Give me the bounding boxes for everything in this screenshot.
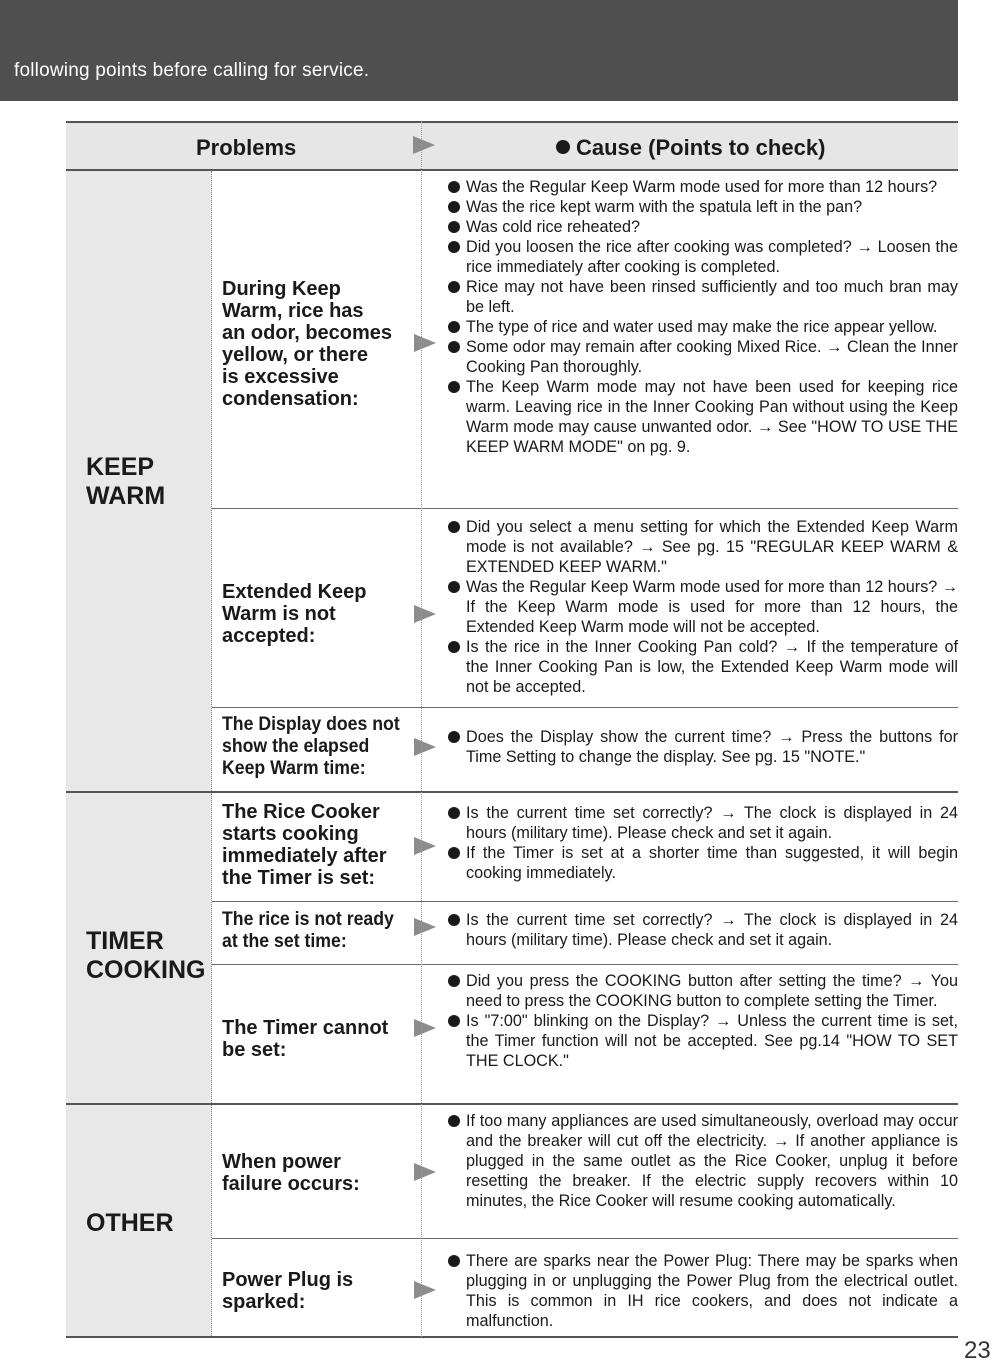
table-row — [212, 902, 958, 964]
list-item: Some odor may remain after cooking Mixed Rice. → Clean the Inner Cooking Pan thoroughly. — [448, 337, 958, 377]
arrow-icon — [414, 605, 436, 623]
problem-text: During Keep Warm, rice has an odor, becomes yellow, or there is excessive condensation: — [222, 278, 393, 410]
section-other — [66, 1105, 958, 1336]
list-item: Was the Regular Keep Warm mode used for more than 12 hours? — [448, 177, 958, 197]
arrow-icon — [414, 1281, 436, 1299]
table-row — [212, 1105, 958, 1238]
cause-list — [448, 727, 958, 767]
list-item: The type of rice and water used may make the rice appear yellow. — [448, 317, 958, 337]
cause-list — [448, 803, 958, 883]
table-row — [212, 509, 958, 707]
arrow-icon — [414, 918, 436, 936]
table-row — [212, 965, 958, 1103]
cause-list — [448, 971, 958, 1071]
cause-list — [448, 177, 958, 457]
section-keep-warm — [66, 171, 958, 791]
problem-text: Power Plug is sparked: — [222, 1269, 354, 1313]
cause-list — [448, 517, 958, 697]
list-item: Does the Display show the current time? → Press the buttons for Time Setting to change the display. See pg. 15 "NOTE." — [448, 727, 958, 767]
list-item: Is the rice in the Inner Cooking Pan cold? → If the temperature of the Inner Cooking Pan is low, the Extended Keep Warm mode will not be accepted. — [448, 637, 958, 697]
problem-text: When power failure occurs: — [222, 1151, 360, 1195]
table-row — [212, 708, 958, 791]
table-row — [212, 171, 958, 508]
list-item: The Keep Warm mode may not have been used for keeping rice warm. Leaving rice in the Inner Cooking Pan without using the Keep Warm mode may cause unwanted odor. → See "HOW TO USE THE KEEP WARM MODE" on pg. 9. — [448, 377, 958, 457]
column-divider — [421, 121, 422, 1337]
list-item: Was the rice kept warm with the spatula left in the pan? — [448, 197, 958, 217]
table-header — [66, 121, 958, 171]
header-cause — [556, 135, 825, 161]
bullet-icon — [556, 140, 570, 154]
problem-text: Extended Keep Warm is not accepted: — [222, 581, 367, 647]
banner-text: following points before calling for service. — [14, 60, 370, 81]
list-item: If too many appliances are used simultaneously, overload may occur and the breaker will cut off the electricity. → If another appliance is plugged in the same outlet as the Rice Cooker, unplug it before resetting the breaker. If the electric supply recovers within 10 minutes, the Rice Cooker will resume cooking automatically. — [448, 1111, 958, 1211]
list-item: Did you select a menu setting for which the Extended Keep Warm mode is not available? → See pg. 15 "REGULAR KEEP WARM & EXTENDED KEEP WARM." — [448, 517, 958, 577]
header-cause-label: Cause (Points to check) — [576, 135, 826, 160]
list-item: Was cold rice reheated? — [448, 217, 958, 237]
category-label: OTHER — [86, 1209, 174, 1237]
category-cell — [66, 793, 212, 1103]
list-item: There are sparks near the Power Plug: There may be sparks when plugging in or unplugging the Power Plug from the electrical outlet. This is common in IH rice cookers, and does not indicate a malfunction. — [448, 1251, 958, 1331]
arrow-icon — [414, 334, 436, 352]
list-item: Did you loosen the rice after cooking was completed? → Loosen the rice immediately after cooking is completed. — [448, 237, 958, 277]
table-row — [212, 793, 958, 901]
arrow-icon — [414, 738, 436, 756]
cause-list — [448, 910, 958, 950]
category-cell — [66, 171, 212, 791]
problem-text: The Timer cannot be set: — [222, 1017, 389, 1061]
table-row — [212, 1239, 958, 1336]
cause-list — [448, 1251, 958, 1331]
list-item: Is "7:00" blinking on the Display? → Unless the current time is set, the Timer function will not be accepted. See pg.14 "HOW TO SET THE CLOCK." — [448, 1011, 958, 1071]
arrow-icon — [414, 1163, 436, 1181]
problem-text: The Rice Cooker starts cooking immediately after the Timer is set: — [222, 801, 387, 889]
list-item: Is the current time set correctly? → The clock is displayed in 24 hours (military time). Please check and set it again. — [448, 803, 958, 843]
table-bottom-border — [66, 1336, 958, 1338]
list-item: If the Timer is set at a shorter time than suggested, it will begin cooking immediately. — [448, 843, 958, 883]
problem-text: The rice is not ready at the set time: — [222, 909, 394, 952]
category-cell — [66, 1105, 212, 1336]
category-label: TIMER COOKING — [86, 927, 206, 984]
page-number: 23 — [964, 1337, 991, 1364]
header-problems: Problems — [196, 135, 297, 160]
header-arrow-icon — [413, 136, 435, 154]
list-item: Rice may not have been rinsed sufficiently and too much bran may be left. — [448, 277, 958, 317]
arrow-icon — [414, 1019, 436, 1037]
problem-text: The Display does not show the elapsed Keep Warm time: — [222, 714, 400, 779]
category-label: KEEP WARM — [86, 453, 166, 510]
list-item: Is the current time set correctly? → The clock is displayed in 24 hours (military time). Please check and set it again. — [448, 910, 958, 950]
cause-list — [448, 1111, 958, 1211]
troubleshooting-table — [66, 121, 958, 1337]
list-item: Did you press the COOKING button after setting the time? → You need to press the COOKING button to complete setting the Timer. — [448, 971, 958, 1011]
top-banner — [0, 0, 958, 101]
list-item: Was the Regular Keep Warm mode used for more than 12 hours? → If the Keep Warm mode is used for more than 12 hours, the Extended Keep Warm mode will not be accepted. — [448, 577, 958, 637]
arrow-icon — [414, 837, 436, 855]
section-timer-cooking — [66, 793, 958, 1103]
